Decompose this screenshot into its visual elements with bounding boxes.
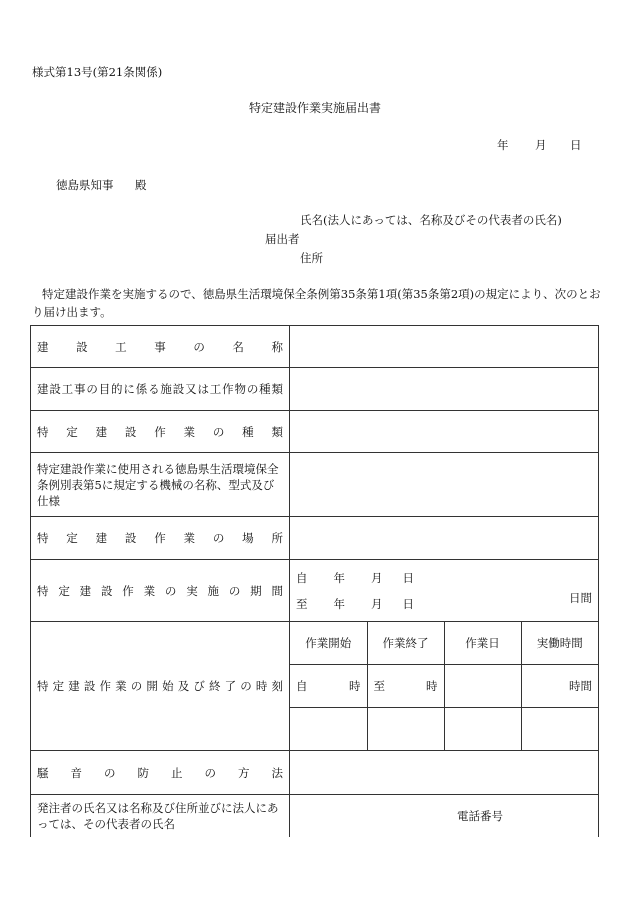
- orderer-field[interactable]: [290, 795, 599, 837]
- facility-type-field[interactable]: [290, 368, 599, 411]
- row-orderer: [31, 795, 599, 837]
- document-title: 特定建設作業実施届出書: [248, 101, 381, 115]
- row-construction-name: [31, 326, 599, 368]
- work-times-field: [290, 622, 599, 751]
- notification-form-table: [30, 325, 599, 837]
- end-header: 作業終了: [367, 622, 444, 665]
- working-hours-field-2[interactable]: [521, 708, 598, 751]
- body-text: 特定建設作業を実施するので、徳島県生活環境保全条例第35条第1項(第35条第2項)の規定により、次のとおり届け出ます。: [32, 287, 601, 319]
- work-type-label: 特定建設作業の種類: [31, 411, 290, 453]
- row-facility-type: [31, 368, 599, 411]
- row-machine: [31, 453, 599, 517]
- orderer-label: 発注者の氏名又は名称及び住所並びに法人にあっては、その代表者の氏名: [31, 795, 290, 837]
- phone-label: 電話番号: [457, 808, 503, 823]
- row-noise: [31, 751, 599, 795]
- row-location: [31, 517, 599, 560]
- construction-name-label: 建設工事の名称: [31, 326, 290, 368]
- working-hours-field[interactable]: 時間: [521, 665, 598, 708]
- date-month-label: 月: [535, 138, 547, 152]
- notifier-name-label: 氏名(法人にあっては、名称及びその代表者の氏名): [300, 213, 562, 227]
- period-label: 特定建設作業の実施の期間: [31, 560, 290, 622]
- machine-field[interactable]: [290, 453, 599, 517]
- work-times-table: [290, 622, 598, 750]
- facility-type-label: 建設工事の目的に係る施設又は工作物の種類: [31, 368, 290, 411]
- period-to: 至 年 月 日: [296, 596, 414, 611]
- notifier-label: 届出者: [265, 232, 300, 246]
- honorific: 殿: [135, 178, 147, 192]
- period-from: 自 年 月 日: [296, 570, 414, 585]
- noise-field[interactable]: [290, 751, 599, 795]
- period-dates: [296, 565, 592, 617]
- row-work-type: [31, 411, 599, 453]
- addressee: 徳島県知事: [56, 178, 114, 192]
- row-period: [31, 560, 599, 622]
- date-day-label: 日: [570, 138, 582, 152]
- period-field[interactable]: [290, 560, 599, 622]
- work-times-label: 特定建設作業の開始及び終了の時刻: [31, 622, 290, 751]
- end-time-field-2[interactable]: [367, 708, 444, 751]
- notifier-address-label: 住所: [300, 251, 323, 265]
- machine-label: 特定建設作業に使用される徳島県生活環境保全条例別表第5に規定する機械の名称、型式及び仕様: [31, 453, 290, 517]
- start-time-field-2[interactable]: [290, 708, 367, 751]
- period-days-label: 日間: [569, 590, 592, 605]
- location-field[interactable]: [290, 517, 599, 560]
- start-time-field[interactable]: 自 時: [290, 665, 367, 708]
- workday-field-2[interactable]: [444, 708, 521, 751]
- workday-header: 作業日: [444, 622, 521, 665]
- end-time-field[interactable]: 至 時: [367, 665, 444, 708]
- start-header: 作業開始: [290, 622, 367, 665]
- construction-name-field[interactable]: [290, 326, 599, 368]
- row-work-times: [31, 622, 599, 751]
- location-label: 特定建設作業の場所: [31, 517, 290, 560]
- work-type-field[interactable]: [290, 411, 599, 453]
- hours-header: 実働時間: [521, 622, 598, 665]
- form-number: 様式第13号(第21条関係): [32, 65, 163, 79]
- workday-field[interactable]: [444, 665, 521, 708]
- date-year-label: 年: [497, 138, 509, 152]
- noise-label: 騒音の防止の方法: [31, 751, 290, 795]
